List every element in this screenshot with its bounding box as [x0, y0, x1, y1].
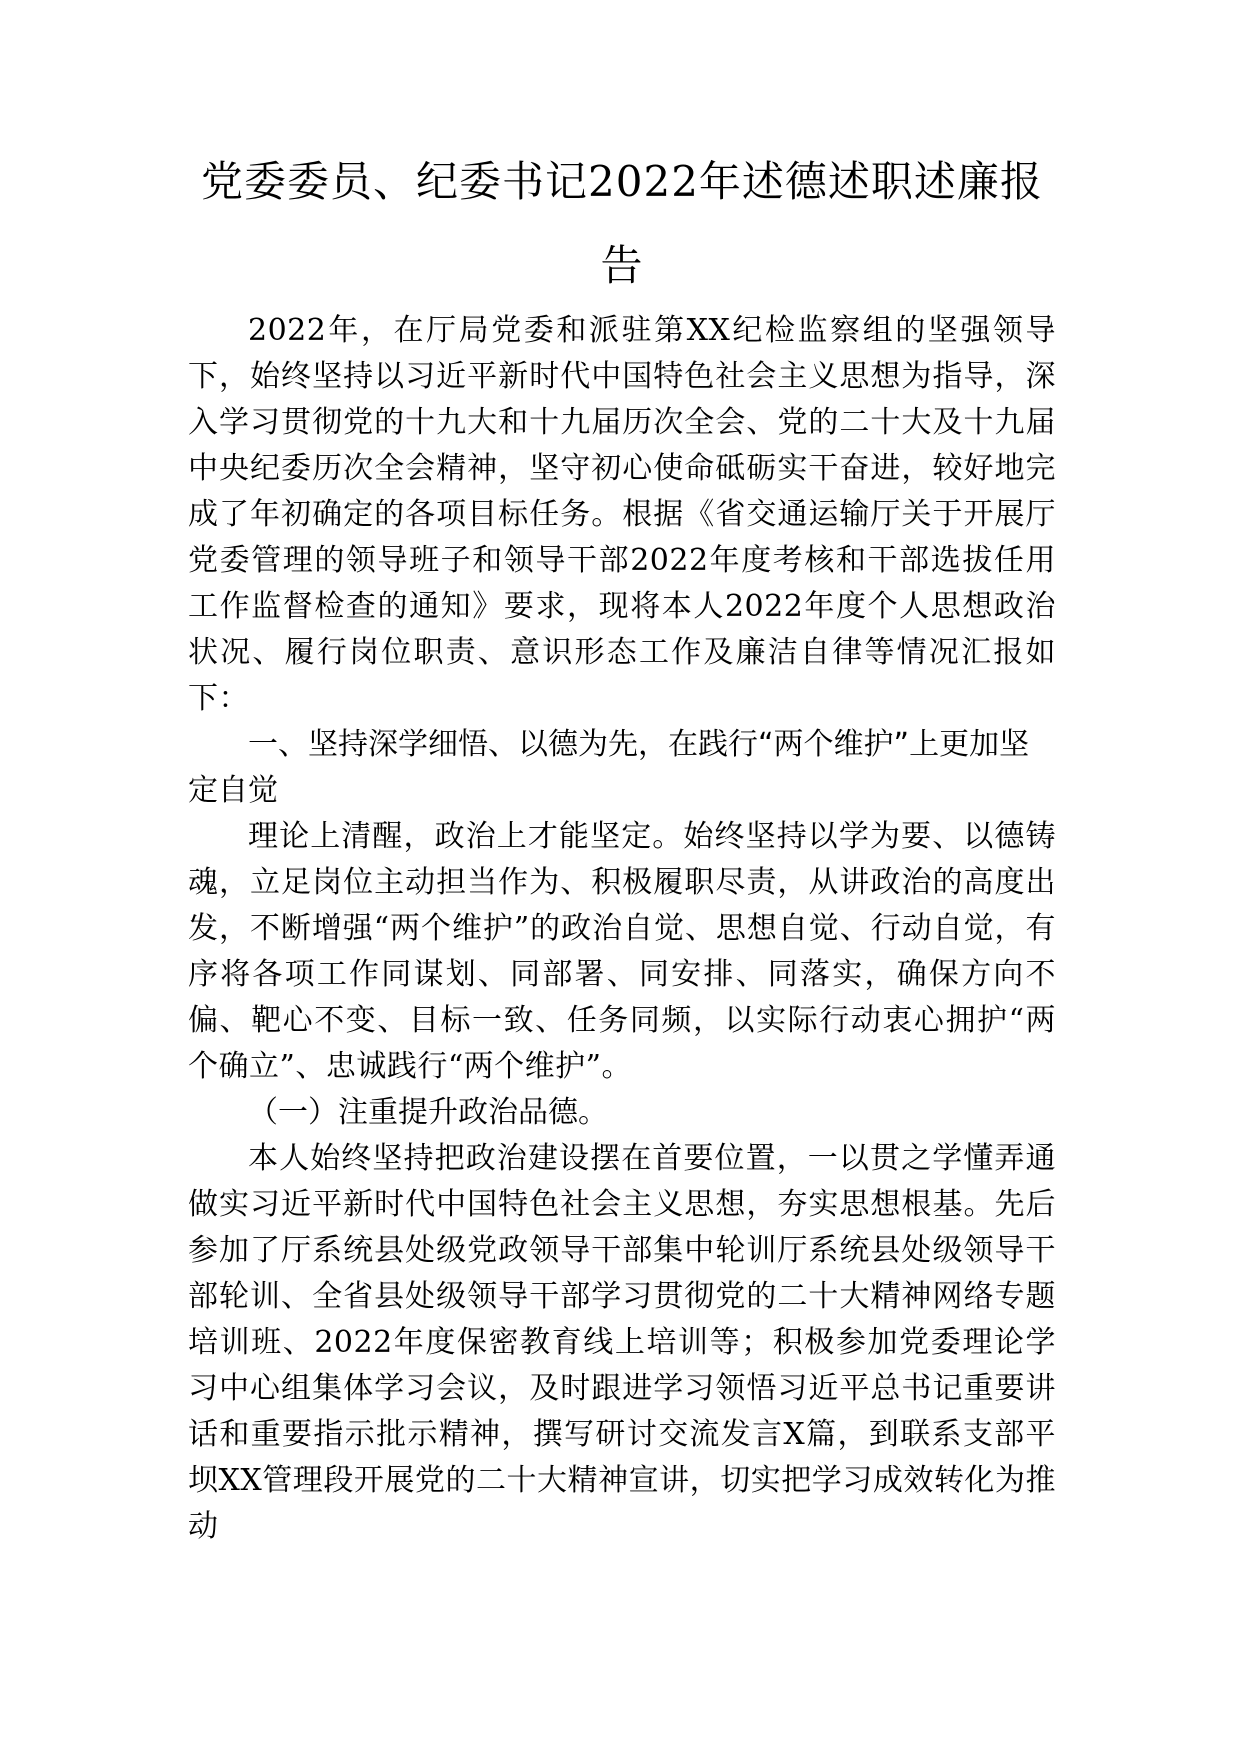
intro-paragraph: 2022年，在厅局党委和派驻第XX纪检监察组的坚强领导下，始终坚持以习近平新时代中国特色社会主义思想为指导，深入学习贯彻党的十九大和十九届历次全会、党的二十大及十九届中央纪委历次全会精神，坚守初心使命砥砺实干奋进，较好地完成了年初确定的各项目标任务。根据《省交通运输厅关于开展厅党委管理的领导班子和领导干部2022年度考核和干部选拔任用工作监督检查的通知》要求，现将本人2022年度个人思想政治状况、履行岗位职责、意识形态工作及廉洁自律等情况汇报如下：: [188, 313, 1056, 716]
subsection-heading-1: （一）注重提升政治品德。: [248, 1095, 608, 1130]
section-heading-1: 一、坚持深学细悟、以德为先，在践行“两个维护”上更加坚定自觉: [188, 727, 1030, 808]
document-title: 党委委员、纪委书记2022年述德述职述廉报告: [201, 157, 1043, 290]
document-page: [188, 140, 1056, 1550]
section-1-paragraph: 理论上清醒，政治上才能坚定。始终坚持以学为要、以德铸魂，立足岗位主动担当作为、积极履职尽责，从讲政治的高度出发，不断增强“两个维护”的政治自觉、思想自觉、行动自觉，有序将各项工作同谋划、同部署、同安排、同落实，确保方向不偏、靶心不变、目标一致、任务同频，以实际行动衷心拥护“两个确立”、忠诚践行“两个维护”。: [188, 819, 1056, 1084]
subsection-1-paragraph: 本人始终坚持把政治建设摆在首要位置，一以贯之学懂弄通做实习近平新时代中国特色社会主义思想，夯实思想根基。先后参加了厅系统县处级党政领导干部集中轮训厅系统县处级领导干部轮训、全省县处级领导干部学习贯彻党的二十大精神网络专题培训班、2022年度保密教育线上培训等；积极参加党委理论学习中心组集体学习会议，及时跟进学习领悟习近平总书记重要讲话和重要指示批示精神，撰写研讨交流发言X篇，到联系支部平坝XX管理段开展党的二十大精神宣讲，切实把学习成效转化为推动: [188, 1141, 1056, 1544]
